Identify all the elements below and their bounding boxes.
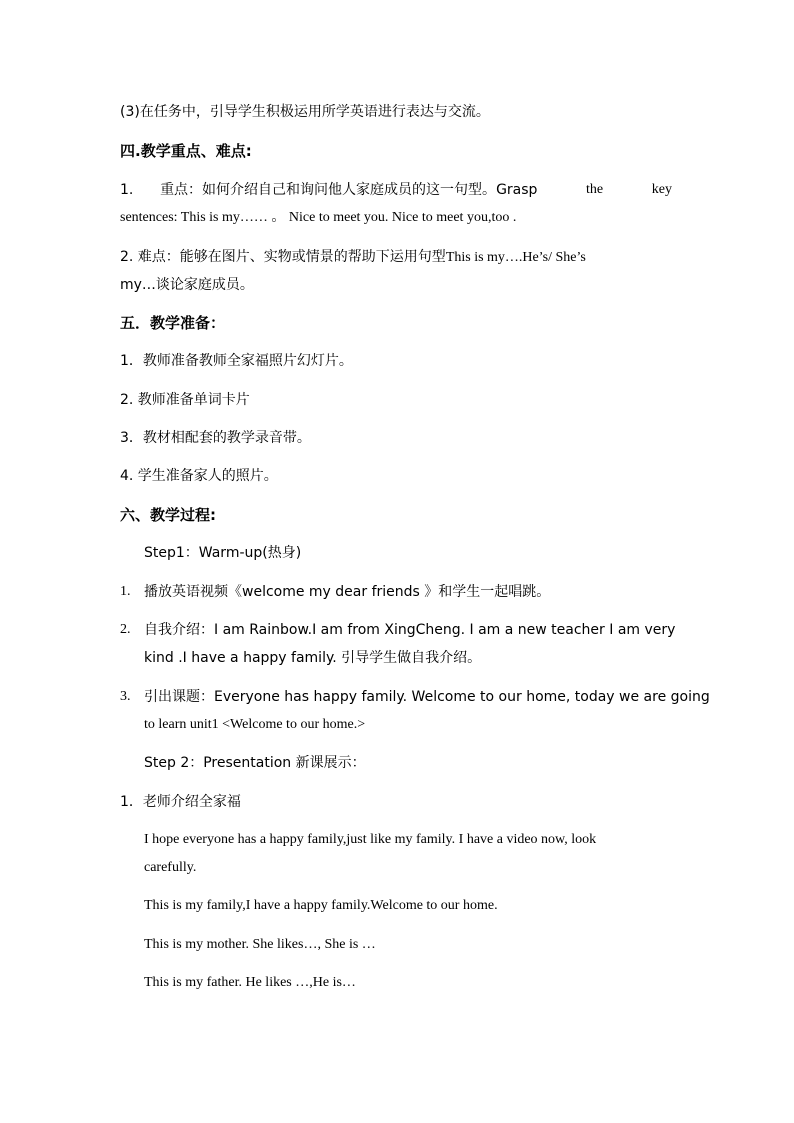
presentation-line-3: This is my family,I have a happy family.Welcome to our home. — [144, 898, 498, 913]
presentation-line-5: This is my father. He likes …,He is… — [144, 975, 356, 990]
warmup-item-1-num: 1. — [120, 584, 131, 599]
warmup-item-3-num: 3. — [120, 689, 131, 704]
warmup-item-2-text: 自我介绍：I am Rainbow.I am from XingCheng. I am a new teacher I am very — [144, 622, 676, 638]
presentation-line-1: I hope everyone has a happy family,just like my family. I have a video now, look — [144, 832, 597, 847]
step1-heading: Step1：Warm-up(热身) — [144, 545, 302, 561]
prep-item-3: 3．教材相配套的教学录音带。 — [120, 430, 311, 446]
section-heading-6: 六、教学过程: — [120, 506, 216, 524]
warmup-item-3-text: 引出课题：Everyone has happy family. Welcome to our home, today we are going — [144, 689, 710, 705]
difficulty-line-1: 2. 难点：能够在图片、实物或情景的帮助下运用句型This is my….He’s/ She’s — [120, 249, 586, 265]
key-point-word-the: the — [586, 182, 604, 197]
warmup-item-1-text: 播放英语视频《welcome my dear friends 》和学生一起唱跳。 — [144, 584, 551, 600]
key-point-line-1 — [120, 181, 672, 199]
section-heading-5: 五．教学准备： — [120, 314, 226, 332]
key-point-label: 1. 重点：如何介绍自己和询问他人家庭成员的这一句型。Grasp — [120, 182, 538, 198]
prep-item-4: 4. 学生准备家人的照片。 — [120, 468, 278, 484]
warmup-item-2-num: 2. — [120, 622, 131, 637]
step2-heading: Step 2：Presentation 新课展示： — [144, 755, 366, 771]
objective-3: (3)在任务中，引导学生积极运用所学英语进行表达与交流。 — [120, 104, 490, 120]
presentation-line-4: This is my mother. She likes…, She is … — [144, 937, 376, 952]
presentation-item-1: 1．老师介绍全家福 — [120, 794, 241, 810]
section-heading-4: 四.教学重点、难点: — [120, 142, 252, 160]
presentation-line-2: carefully. — [144, 860, 197, 875]
warmup-item-3-cont: to learn unit1 <Welcome to our home.> — [144, 717, 366, 732]
key-point-line-2: sentences: This is my…… 。 Nice to meet you. Nice to meet you,too . — [120, 210, 517, 225]
difficulty-line-2: my…谈论家庭成员。 — [120, 277, 254, 293]
prep-item-2: 2. 教师准备单词卡片 — [120, 392, 250, 408]
prep-item-1: 1．教师准备教师全家福照片幻灯片。 — [120, 353, 353, 369]
key-point-word-key: key — [651, 182, 672, 197]
warmup-item-2-cont: kind .I have a happy family. 引导学生做自我介绍。 — [144, 650, 482, 666]
